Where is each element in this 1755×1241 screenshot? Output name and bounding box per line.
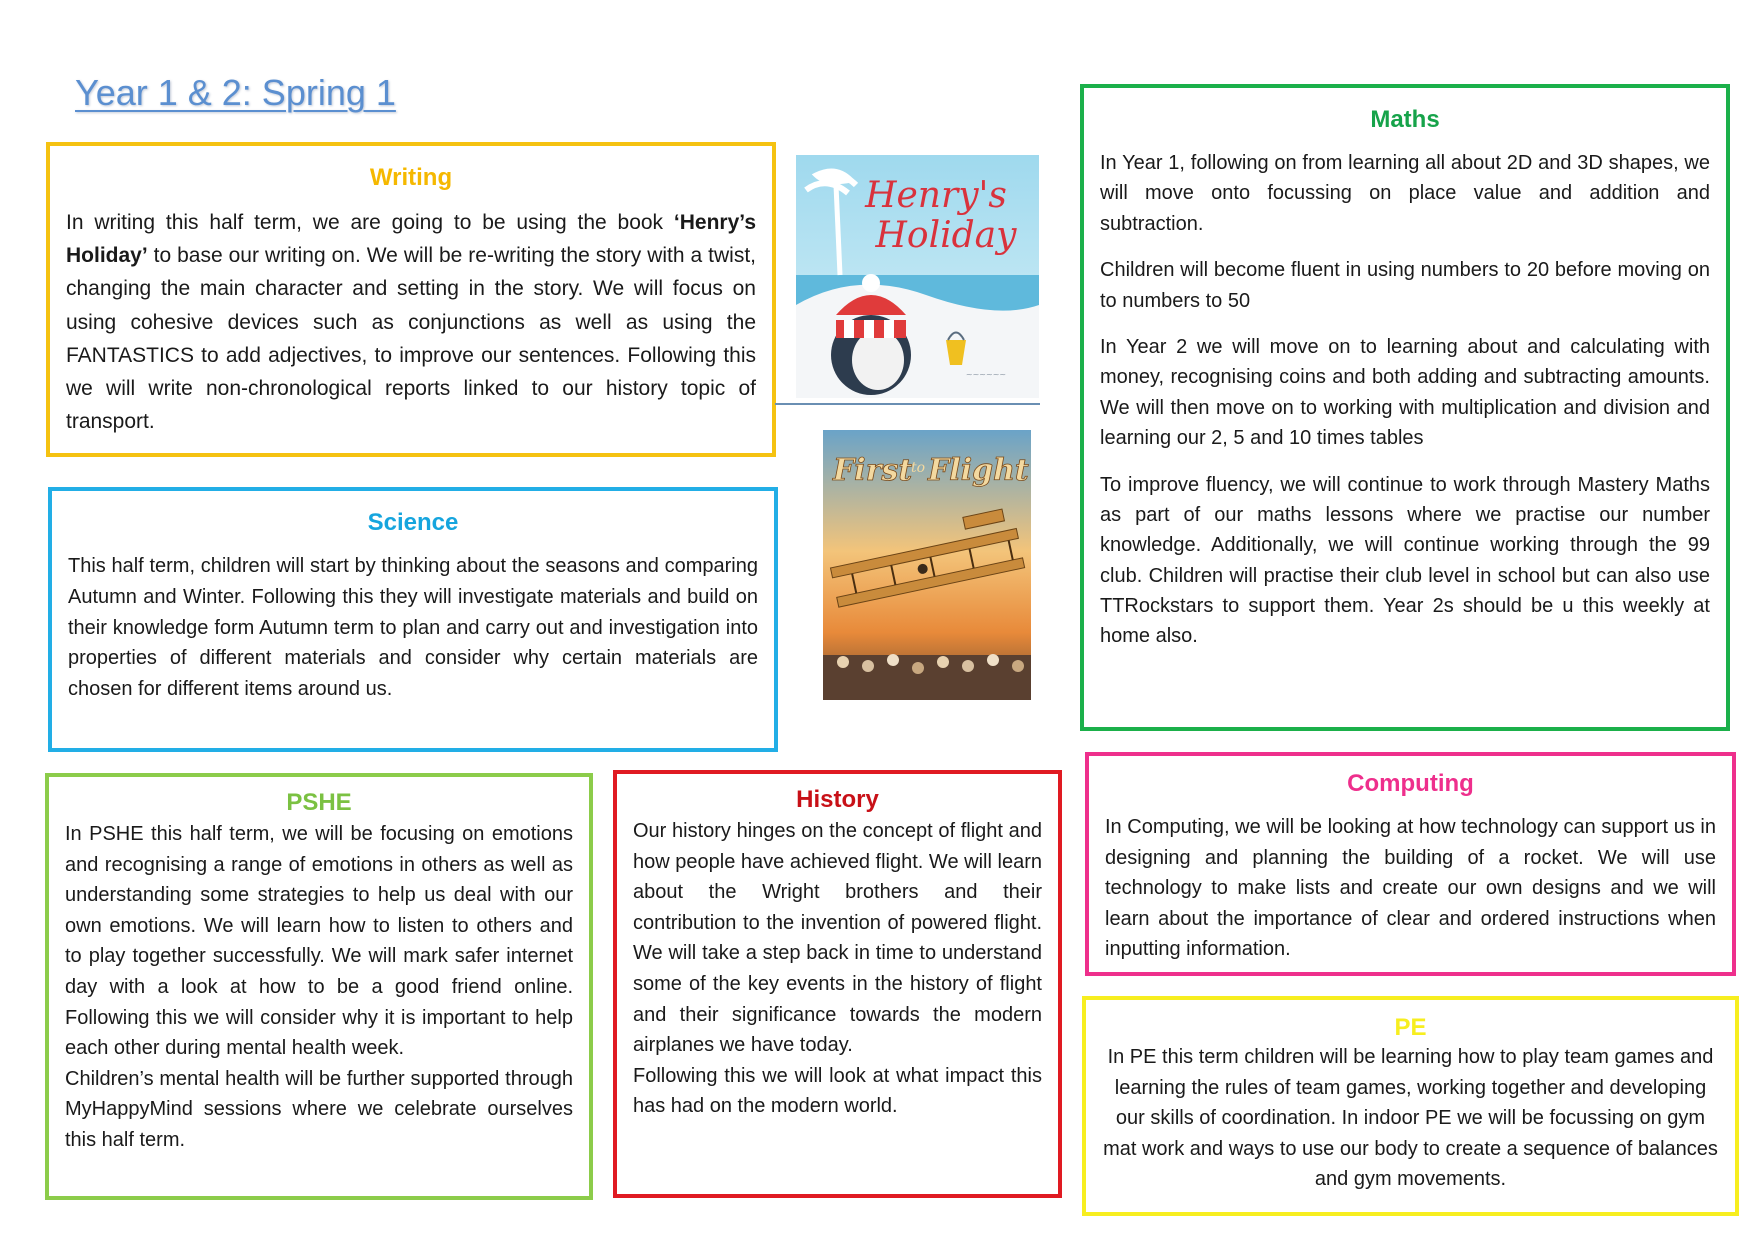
pe-section — [1082, 996, 1739, 1216]
page-title: Year 1 & 2: Spring 1 — [75, 72, 396, 113]
history-section — [613, 770, 1062, 1198]
cover-title-flight: Flight — [928, 453, 1029, 488]
maths-paragraph: In Year 2 we will move on to learning about and calculating with money, recognising coins and both adding and subtracting amounts. We will then move on to working with multiplication and division and learning our 2, 5 and 10 times tables — [1100, 335, 1710, 450]
penguin-illustration — [796, 155, 1039, 398]
writing-heading: Writing — [369, 164, 453, 191]
maths-paragraph: To improve fluency, we will continue to work through Mastery Maths as part of our maths lessons where we practise our number knowledge. Additionally, we will continue working through the 99 club. Children will practise their club level in school but can also use TTRockstars to support them. Year 2s should be u this weekly at home also. — [1100, 473, 1710, 648]
pshe-paragraph: Children’s mental health will be further supported through MyHappyMind sessions where we celebrate ourselves this half term. — [65, 1067, 573, 1151]
pshe-heading: PSHE — [286, 789, 352, 816]
pshe-section — [45, 773, 593, 1200]
writing-book-title: ‘Henry’s Holiday’ — [66, 211, 756, 268]
cover-title-to: to — [911, 460, 926, 476]
computing-text: In Computing, we will be looking at how technology can support us in designing and planning the building of a rocket. We will use technology to make lists and create our own designs and we will learn about the importance of clear and ordered instructions when inputting information. — [1105, 816, 1716, 961]
cover-divider-line — [775, 403, 1040, 405]
history-paragraph: Following this we will look at what impact this has had on the modern world. — [633, 1064, 1042, 1118]
science-text: This half term, children will start by thinking about the seasons and comparing Autumn and Winter. Following this they will investigate materials and build on their knowledge form Autumn term to plan and carry out and investigation into properties of different materials and consider why certain materials are chosen for different items around us. — [68, 555, 758, 701]
writing-text-body: to base our writing on. We will be re-writing the story with a twist, changing the main character and setting in the story. We will focus on using cohesive devices such as conjunctions as well as using the FANTASTICS to add adjectives, to improve our sentences. Following this we will write non-chronological reports linked to our history topic of transport. — [66, 244, 756, 434]
maths-paragraph: In Year 1, following on from learning all about 2D and 3D shapes, we will move onto focussing on place value and addition and subtraction. — [1100, 152, 1710, 235]
history-paragraph: Our history hinges on the concept of flight and how people have achieved flight. We will learn about the Wright brothers and their contribution to the invention of powered flight. We will take a step back in time to understand some of the key events in the history of flight and their significance towards the modern airplanes we have today. — [633, 820, 1042, 1057]
computing-section — [1085, 752, 1736, 976]
history-heading: History — [796, 786, 879, 813]
svg-text:~~~~~~: ~~~~~~ — [965, 370, 1007, 379]
writing-section — [46, 142, 776, 457]
pshe-paragraph: In PSHE this half term, we will be focusing on emotions and recognising a range of emotions in others as well as understanding some strategies to help us deal with our own emotions. We will learn how to listen to others and to play together successfully. We will mark safer internet day with a look at how to be a good friend online. Following this we will consider why it is important to help each other during mental health week. — [65, 823, 573, 1060]
writing-text-intro: In writing this half term, we are going to be using the book — [66, 211, 674, 234]
maths-paragraph: Children will become fluent in using numbers to 20 before moving on to numbers to 50 — [1100, 259, 1710, 312]
pe-heading: PE — [1394, 1014, 1427, 1041]
biplane-illustration — [823, 430, 1031, 700]
cover-title-line2: Holiday — [875, 215, 1017, 256]
henrys-holiday-book-cover — [796, 155, 1039, 398]
cover-title-line1: Henry's — [865, 175, 1007, 216]
computing-heading: Computing — [1347, 770, 1474, 797]
science-heading: Science — [367, 509, 459, 536]
maths-section — [1080, 84, 1730, 731]
first-to-flight-book-cover — [823, 430, 1031, 700]
cover-title-first: First — [833, 453, 913, 488]
pe-text: In PE this term children will be learning how to play team games and learning the rules of team games, working together and developing our skills of coordination. In indoor PE we will be focussing on gym mat work and ways to use our body to create a sequence of balances and gym movements. — [1103, 1046, 1718, 1191]
science-section — [48, 487, 778, 752]
writing-text — [66, 206, 756, 438]
maths-heading: Maths — [1370, 106, 1440, 133]
